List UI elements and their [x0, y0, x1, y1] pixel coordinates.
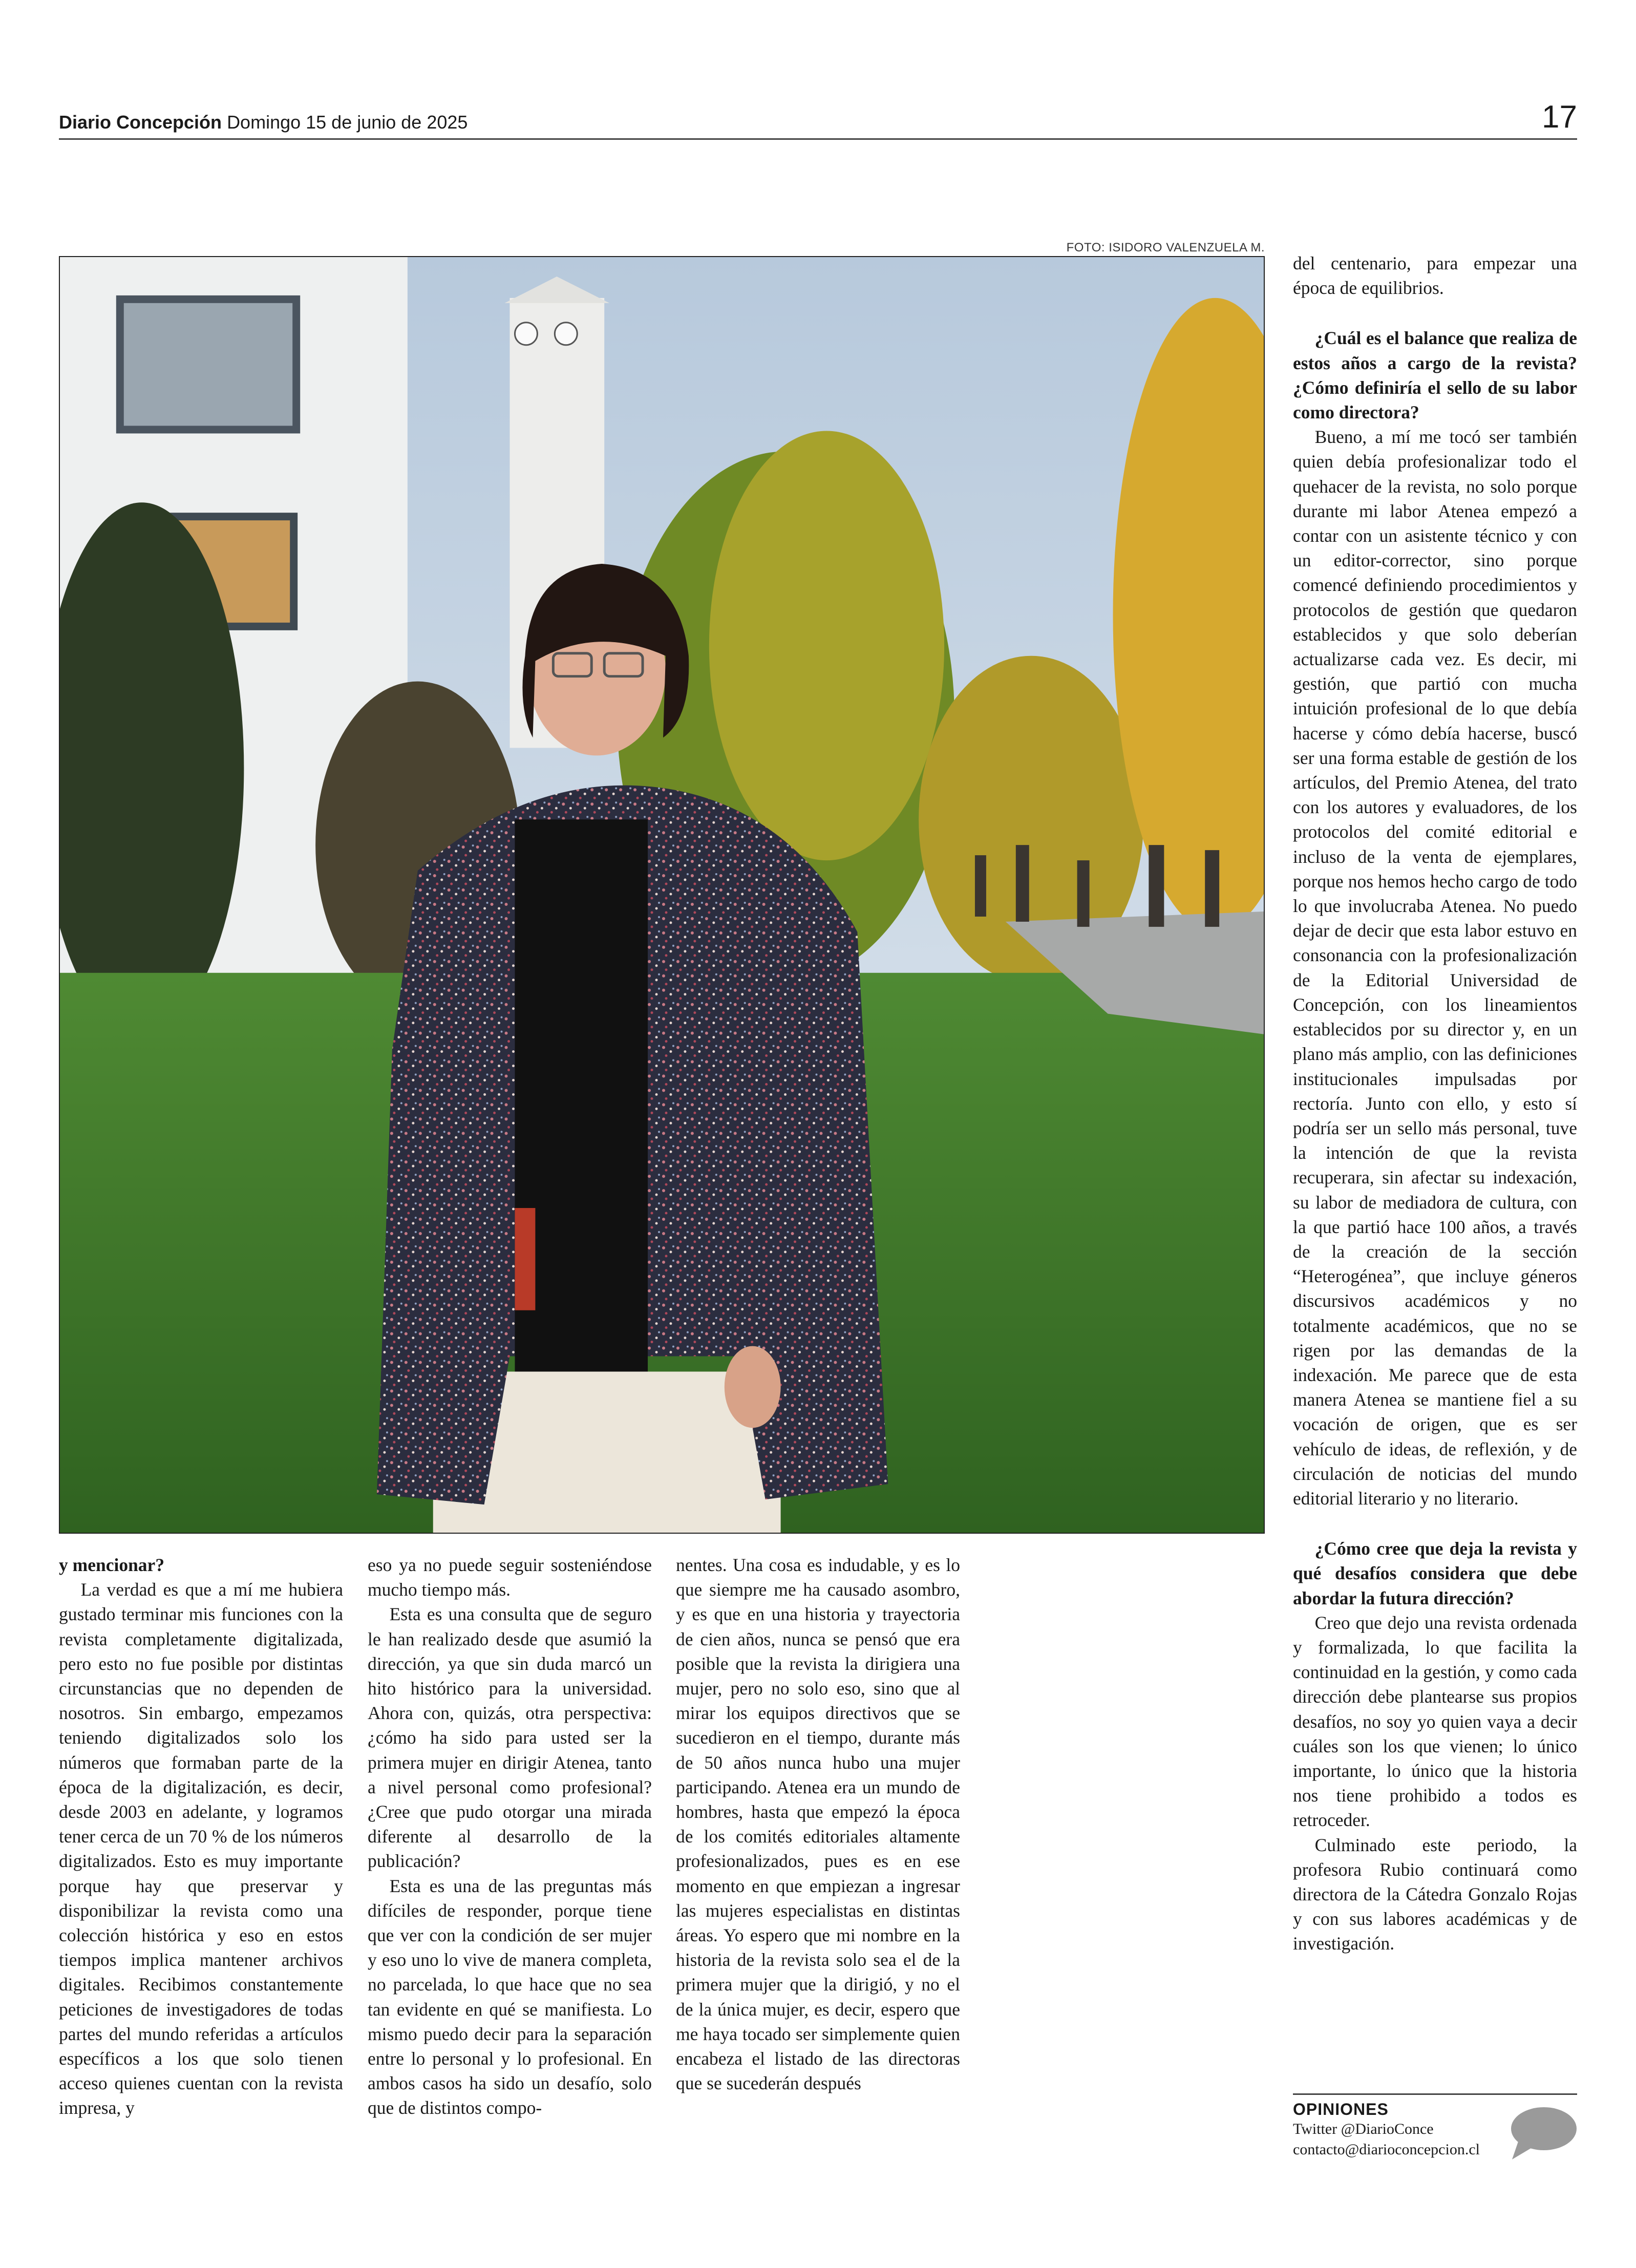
question-paragraph: Esta es una consulta que de seguro le han realizado desde que asumió la dirección, ya que sin duda marcó un hito histórico para la universidad. Ahora con, quizás, otra perspectiva: ¿cómo ha sido para usted ser la primera mujer en dirigir Atenea, tanto a nivel personal como profesional? ¿Cree que pudo otorgar una mirada diferente al desarrollo de la publicación? [368, 1604, 652, 1872]
answer-paragraph: Esta es una de las preguntas más difíciles de responder, porque tiene que ver con la condición de ser mujer y eso uno lo vive de manera completa, no parcelada, lo que hace que no sea tan evidente en qué se manifiesta. Lo mismo puedo decir para la separación entre lo personal y lo profesional. En ambos casos ha sido un desafío, solo que de distintos compo- [368, 1875, 652, 2118]
question-end: y mencionar? [59, 1555, 165, 1575]
closing-paragraph: Culminado este periodo, la profesora Rubio continuará como directora de la Cátedra Gonzalo Rojas y con sus labores académicas y de investigación. [1293, 1834, 1577, 1954]
answer-paragraph: Bueno, a mí me tocó ser también quien debía profesionalizar todo el quehacer de la revista, no solo porque durante mi labor Atenea empezó a contar con un asistente técnico y con un editor-corrector, sino porque comencé definiendo procedimientos y protocolos de gestión que quedaron establecidos y que solo deberían actualizarse cada vez. Es decir, mi gestión, que partió con mucha intuición profesional de lo que debía hacerse y cómo debía hacerse, buscó ser una forma estable de gestión de los artículos, del Premio Atenea, del trato con los autores y evaluadores, de los protocolos del comité editorial e incluso de la venta de ejemplares, porque nos hemos hecho cargo de todo lo que involucraba Atenea. No puedo dejar de decir que esta labor estuvo en consonancia con la profesionalización de la Editorial Universidad de Concepción, con los lineamientos establecidos por su director y, en un plano más amplio, con las definiciones institucionales impulsadas por rectoría. Junto con ello, y esto sí podría ser un sello más personal, tuve la intención de que la revista recuperara, sin afectar su indexación, su labor de mediadora de cultura, con la que partió hace 100 años, a través de la creación de la sección “Heterogénea”, que incluye géneros discursivos académicos y no totalmente académicos, que no se rigen por las demandas de la indexación. Me parece que de esta manera Atenea se mantiene fiel a su vocación de origen, que es ser vehículo de ideas, de reflexión, y de circulación de noticias del mundo editorial literario y no literario. [1293, 427, 1577, 1509]
continued-paragraph: eso ya no puede seguir sosteniéndose mucho tiempo más. [368, 1555, 652, 1600]
question-heading: ¿Cuál es el balance que realiza de estos años a cargo de la revista? ¿Cómo definiría el sello de su labor como directora? [1293, 328, 1577, 423]
answer-paragraph: Creo que dejo una revista ordenada y formalizada, lo que facilita la continuidad en la gestión, y como cada dirección debe plantearse sus propios desafíos, no soy yo quien vaya a decir cuáles son los que vienen; lo único importante, lo único que la historia nos tiene prohibido a todos es retroceder. [1293, 1612, 1577, 1831]
photo-credit: FOTO: ISIDORO VALENZUELA M. [1066, 241, 1265, 255]
spacer [1293, 1511, 1577, 1536]
continued-paragraph: nentes. Una cosa es indudable, y es lo que siempre me ha causado asombro, y es que en una historia y trayectoria de cien años, nunca se pensó que era posible que la revista la dirigiera una mujer, pero no solo eso, sino que al mirar los equipos directivos que se sucedieron en el tiempo, durante más de 50 años nunca hubo una mujer participando. Atenea era un mundo de hombres, hasta que empezó la época de los comités editoriales altamente profesionalizados, pues es en ese momento en que empiezan a ingresar las mujeres especialistas en distintas áreas. Yo espero que mi nombre en la historia de la revista solo sea el de la primera mujer que la dirigió, y no el de la única mujer, es decir, espero que me haya tocado ser simplemente quien encabeza el listado de las directoras que se sucederán después [676, 1555, 960, 2094]
contact-email: contacto@diarioconcepcion.cl [1293, 2141, 1480, 2158]
spacer [1293, 300, 1577, 326]
page-header [59, 97, 1577, 140]
publication-line [59, 112, 468, 133]
publication-date: Domingo 15 de junio de 2025 [227, 112, 468, 133]
portrait-photo [59, 256, 1265, 1534]
article-column-4 [1293, 251, 1577, 1956]
publication-name: Diario Concepción [59, 112, 222, 133]
opinions-title: OPINIONES [1293, 2100, 1389, 2118]
answer-paragraph: La verdad es que a mí me hubiera gustado terminar mis funciones con la revista completamente digitalizada, pero esto no fue posible por distintas circunstancias que no dependen de nosotros. Sin embargo, empezamos teniendo digitalizados solo los números que formaban parte de la época de la digitalización, es decir, desde 2003 en adelante, y logramos tener cerca de un 70 % de los números digitalizados. Esto es muy importante porque hay que preservar y disponibilizar la revista como una colección histórica y eso en estos tiempos implica mantener archivos digitales. Recibimos constantemente peticiones de investigadores de todas partes del mundo referidas a artículos específicos a los que solo tienen acceso quienes cuentan con la revista impresa, y [59, 1579, 343, 2118]
twitter-handle: Twitter @DiarioConce [1293, 2121, 1434, 2137]
portrait-illustration [60, 257, 1264, 1533]
article-column-3 [676, 1553, 960, 2095]
article-column-2 [368, 1553, 652, 2121]
question-heading: ¿Cómo cree que deja la revista y qué desafíos considera que debe abordar la futura dirección? [1293, 1538, 1577, 1608]
article-column-1 [59, 1553, 343, 2121]
speech-bubble-icon [1508, 2106, 1577, 2162]
page-number: 17 [1542, 99, 1577, 135]
continued-paragraph: del centenario, para empezar una época de equilibrios. [1293, 253, 1577, 299]
